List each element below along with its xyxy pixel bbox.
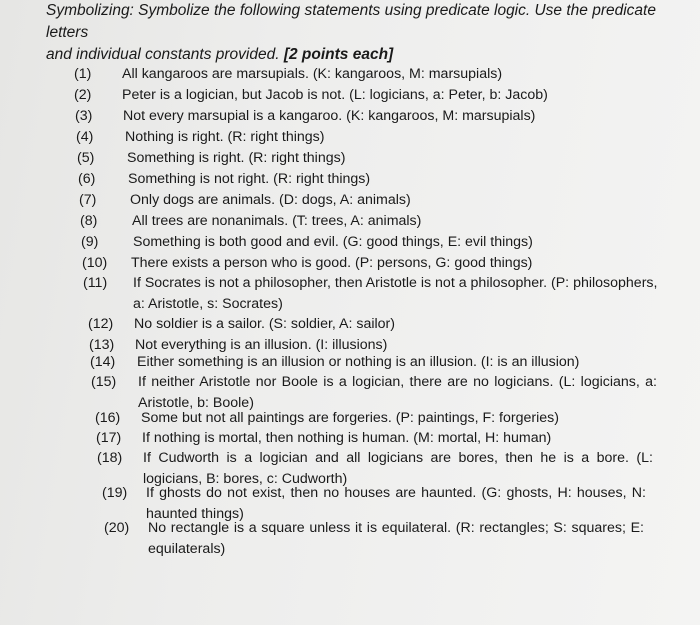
instructions-line-2 [46,44,686,66]
instructions-line-2-text: and individual constants provided. [46,46,284,63]
item-number: (4) [76,129,94,145]
item-text: Not every marsupial is a kangaroo. (K: kangaroos, M: marsupials) [123,108,536,124]
item-text: If Socrates is not a philosopher, then Aristotle is not a philosopher. (P: philosophers, a: Aristotle, s: Socrates) [133,275,658,312]
item-text: Some but not all paintings are forgeries. (P: paintings, F: forgeries) [141,410,559,426]
points-label: [2 points each] [283,46,394,63]
item-text: Something is right. (R: right things) [127,150,346,166]
item-number: (19) [102,485,128,501]
item-text: Something is both good and evil. (G: good things, E: evil things) [133,234,533,250]
item-number: (3) [75,108,93,124]
item-number: (9) [81,234,99,250]
item-number: (18) [97,450,123,466]
item-number: (5) [77,150,95,166]
item-number: (13) [89,337,115,353]
item-number: (12) [88,316,114,332]
item-text: If Cudworth is a logician and all logicians are bores, then he is a bore. (L: logicians, B: bores, c: Cudworth) [143,450,653,487]
item-text: If nothing is mortal, then nothing is human. (M: mortal, H: human) [142,430,552,446]
item-text: No rectangle is a square unless it is equilateral. (R: rectangles; S: squares; E: equilaterals) [148,520,644,557]
item-text: Nothing is right. (R: right things) [125,129,325,145]
item-number: (10) [82,255,108,271]
item-number: (11) [83,275,108,291]
item-text: Not everything is an illusion. (I: illusions) [135,337,388,353]
instructions-line-1: Symbolizing: Symbolize the following statements using predicate logic. Use the predicate letters [46,2,656,41]
item-number: (15) [91,374,117,390]
item-text: If neither Aristotle nor Boole is a logician, there are no logicians. (L: logicians, a: Aristotle, b: Boole) [138,374,657,411]
item-text: There exists a person who is good. (P: persons, G: good things) [131,255,533,271]
item-number: (6) [78,171,96,187]
item-text: If ghosts do not exist, then no houses are haunted. (G: ghosts, H: houses, N: haunted things) [146,485,646,522]
instructions-header [46,0,686,66]
item-text: Either something is an illusion or nothing is an illusion. (I: is an illusion) [137,354,580,370]
item-text: All trees are nonanimals. (T: trees, A: animals) [132,213,422,229]
item-number: (8) [80,213,98,229]
item-number: (16) [95,410,121,426]
item-text: All kangaroos are marsupials. (K: kangaroos, M: marsupials) [122,66,503,82]
item-number: (14) [90,354,116,370]
item-text: Peter is a logician, but Jacob is not. (L: logicians, a: Peter, b: Jacob) [122,87,548,103]
item-number: (2) [74,87,92,103]
item-number: (20) [104,520,130,536]
item-number: (17) [96,430,122,446]
item-text: Only dogs are animals. (D: dogs, A: animals) [130,192,411,208]
item-number: (1) [74,66,92,82]
item-text: No soldier is a sailor. (S: soldier, A: sailor) [134,316,395,332]
item-number: (7) [79,192,97,208]
item-text: Something is not right. (R: right things) [128,171,371,187]
